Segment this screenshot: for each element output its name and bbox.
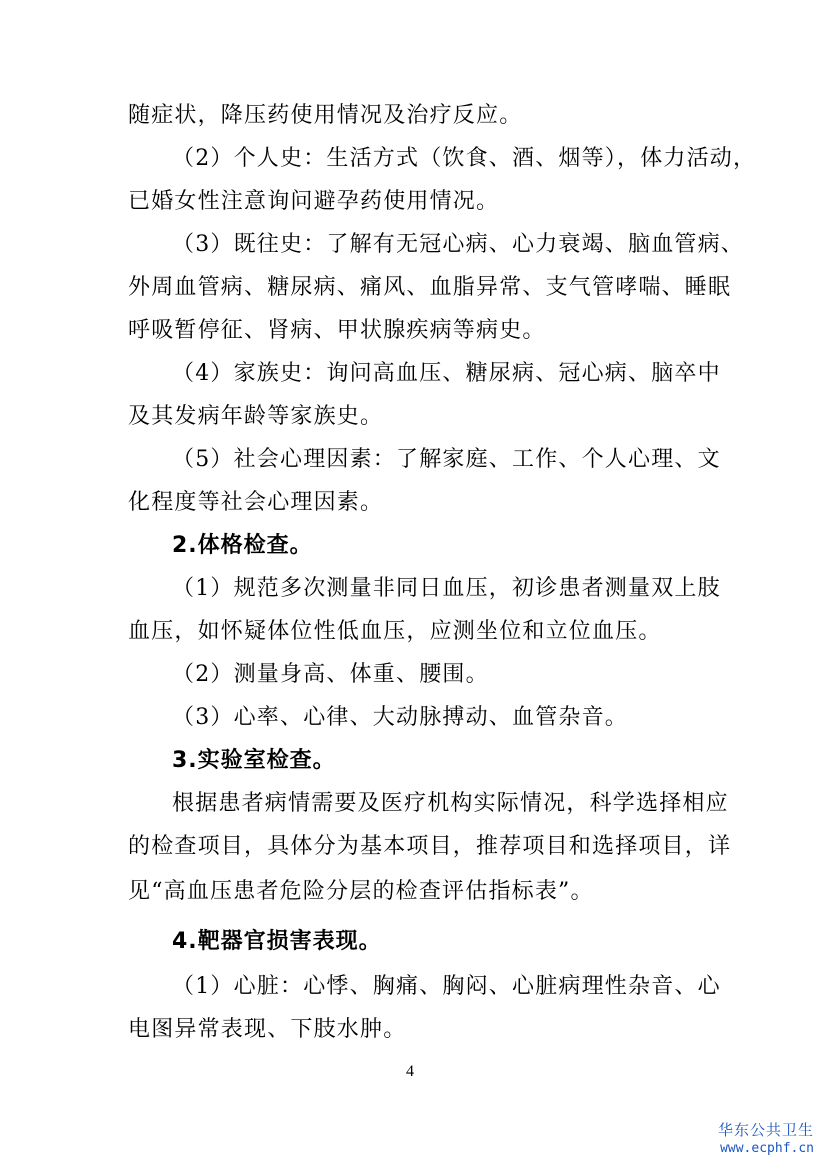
- text-line-6: 呼吸暂停征、肾病、甲状腺疾病等病史。: [128, 318, 546, 343]
- section-heading-physical-exam: 2.体格检查。: [172, 533, 313, 558]
- watermark-name: 华东公共卫生: [717, 1121, 814, 1139]
- text-line-8: 及其发病年龄等家族史。: [128, 404, 384, 429]
- text-line-9: （5）社会心理因素：了解家庭、工作、个人心理、文: [172, 447, 721, 472]
- section-heading-target-organ: 4.靶器官损害表现。: [172, 929, 382, 954]
- text-line-19: 见“高血压患者危险分层的检查评估指标表”。: [128, 879, 594, 904]
- text-line-5: 外周血管病、糖尿病、痛风、血脂异常、支气管哮喘、睡眠: [128, 275, 732, 300]
- text-line-7: （4）家族史：询问高血压、糖尿病、冠心病、脑卒中: [172, 361, 721, 386]
- text-line-4: （3）既往史：了解有无冠心病、心力衰竭、脑血管病、: [172, 232, 744, 257]
- text-line-15: （3）心率、心律、大动脉搏动、血管杂音。: [172, 705, 628, 730]
- watermark-url: www.ecphf.cn: [720, 1141, 814, 1156]
- text-line-14: （2）测量身高、体重、腰围。: [172, 662, 489, 687]
- text-line-17: 根据患者病情需要及医疗机构实际情况，科学选择相应: [172, 791, 729, 816]
- text-line-3: 已婚女性注意询问避孕药使用情况。: [128, 189, 500, 214]
- text-line-22: 电图异常表现、下肢水肿。: [128, 1017, 407, 1042]
- text-line-12: （1）规范多次测量非同日血压，初诊患者测量双上肢: [172, 576, 721, 601]
- text-line-13: 血压，如怀疑体位性低血压，应测坐位和立位血压。: [128, 619, 662, 644]
- text-line-10: 化程度等社会心理因素。: [128, 490, 384, 515]
- page-number: 4: [406, 1063, 414, 1080]
- text-line-18: 的检查项目，具体分为基本项目，推荐项目和选择项目，详: [128, 834, 732, 859]
- text-line-2: （2）个人史：生活方式（饮食、酒、烟等），体力活动，: [172, 146, 757, 171]
- text-line-21: （1）心脏：心悸、胸痛、胸闷、心脏病理性杂音、心: [172, 974, 721, 999]
- text-line-1: 随症状，降压药使用情况及治疗反应。: [128, 103, 523, 128]
- section-heading-lab-exam: 3.实验室检查。: [172, 748, 336, 773]
